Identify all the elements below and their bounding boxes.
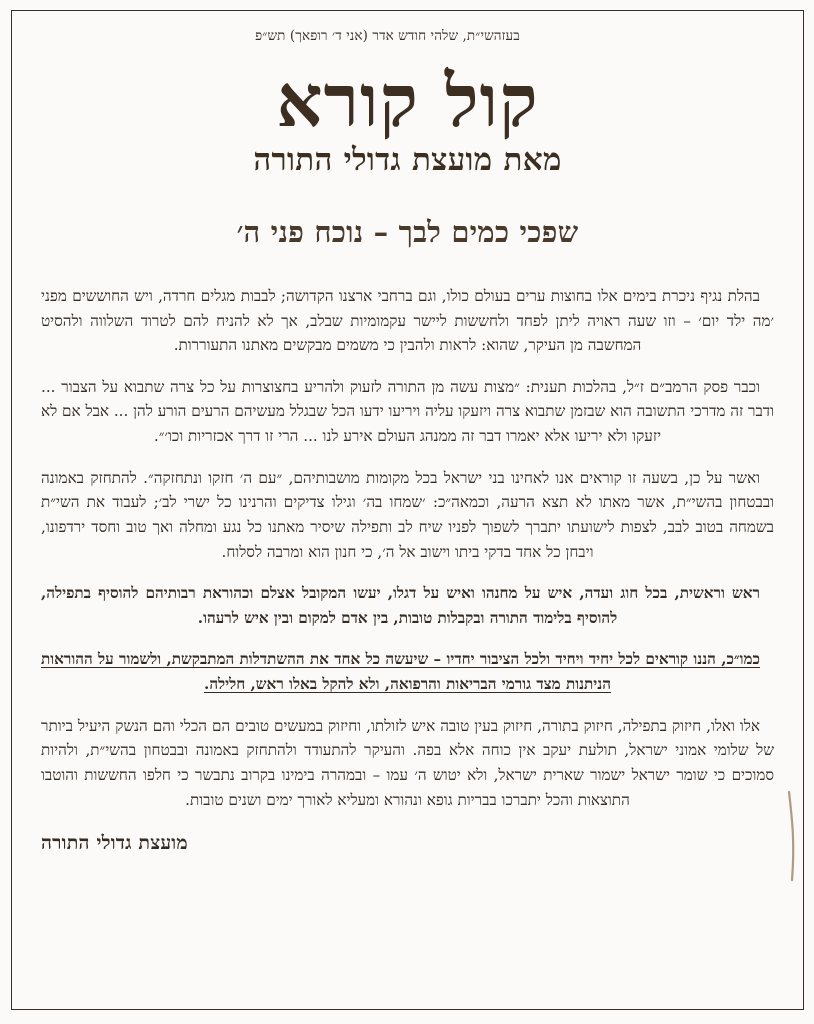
document-content (11, 10, 804, 1010)
body-text-block (41, 284, 774, 855)
paragraph-2: וכבר פסק הרמב״ם ז״ל, בהלכות תענית: ״מצות עשה מן התורה לזעוק ולהריע בחצוצרות על כל צרה שתבוא על הצבור ... ודבר זה מדרכי התשובה הוא שבזמן שתבוא צרה ויזעקו עליה ויריעו ידעו הכל שבגלל מעשיהם הרעים הורע להן ... אבל אם לא יזעקו ולא יריעו אלא יאמרו דבר זה ממנהג העולם אירע לנו ... הרי זו דרך אכזריות וכו׳״. (41, 377, 774, 445)
page-subtitle: מאת מועצת גדולי התורה (253, 142, 562, 179)
page-tagline: שפכי כמים לבך – נוכח פני ה׳ (236, 215, 579, 250)
paragraph-1: בהלת נגיף ניכרת בימים אלו בחוצות ערים בעולם כולו, וגם ברחבי ארצנו הקדושה; לבבות מגלים חרדה, ויש החוששים מפני ׳מה ילד יום׳ – וזו שעה ראויה ליתן לפחד ולחששות ליישר עקמומיות שבלב, אך לא להניח להם לטרוד השלווה ולהסיט המחשבה מן העיקר, שהוא: לראות ולהבין כי משמים מבקשים מאתנו התעוררות. (41, 286, 774, 355)
paragraph-6: אלו ואלו, חיזוק בתפילה, חיזוק בתורה, חיזוק בעין טובה איש לזולתו, וחיזוק במעשים טובים הם הכלי והם הנשק היעיל ביותר של שלומי אמוני ישראל, תולעת יעקב אין כוחה אלא בפה. והעיקר להתעודד ולהתחזק באמונה ובבטחון בהשי״ת, ולהיות סמוכים כי שומר ישראל ישמור שארית ישראל, ולא יטוש ה׳ עמו – ובמהרה בימינו בקרוב נתבשר כי חלפו החששות והוטבו התוצאות והכל יתברכו בבריות גופא ונהורא ומעליא לאורך ימים ושנים טובות. (41, 716, 774, 809)
paragraph-5-bold-underlined: כמו״כ, הננו קוראים לכל יחיד ויחיד ולכל הציבור יחדיו – שיעשה כל אחד את ההשתדלות המתבקשת, ולשמור על ההוראות הניתנות מצד גורמי הבריאות והרפואה, ולא להקל באלו ראש, חלילה. (41, 650, 760, 693)
paragraph-4-bold: ראש וראשית, בכל חוג ועדה, איש על מחנהו ואיש על דגלו, יעשו המקובל אצלם וכהוראת רבותיהם להוסיף בתפילה, להוסיף בלימוד התורה ובקבלות טובות, בין אדם למקום ובין איש לרעהו. (41, 584, 760, 627)
page-title: קול קורא (276, 58, 539, 143)
dateline: בעזהשי״ת, שלהי חודש אדר (אני ד׳ רופאך) תש״פ (255, 28, 520, 44)
signature: מועצת גדולי התורה (41, 832, 188, 855)
paragraph-3: ואשר על כן, בשעה זו קוראים אנו לאחינו בני ישראל בכל מקומות מושבותיהם, ״עם ה׳ חזקו ונתחזקה״. להתחזק באמונה ובבטחון בהשי״ת, אשר מאתו לא תצא הרעה, וכמאה״כ: ׳שמחו בה׳ וגילו צדיקים והרנינו כל ישרי לב׳; לעבוד את השי״ת בשמחה בטוב לבב, לצפות לישועתו יתברך לשפוך לפניו שיח לב ותפילה שיסיר מאתנו כל נגע ומחלה ואך טוב וחסד ירדפונו, ויבחן כל אחד בדקי ביתו וישוב אל ה׳, כי חנון הוא ומרבה לסלוח. (41, 468, 774, 561)
